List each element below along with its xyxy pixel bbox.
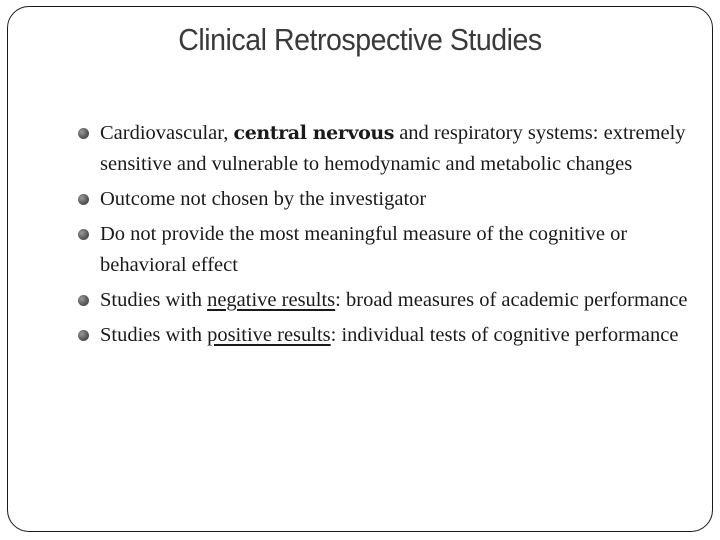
bullet-text: Studies with: [100, 324, 208, 346]
bullet-text: Studies with: [100, 289, 208, 311]
bullet-text: Do not provide the most meaningful measure of the cognitive or behavioral effect: [100, 223, 628, 276]
bullet-dot-icon: [78, 229, 89, 240]
bullet-text: Cardiovascular,: [100, 122, 234, 144]
bullet-emphasis: central nervous: [233, 122, 395, 144]
bullet-item: [78, 285, 688, 316]
bullet-text: : broad measures of academic performance: [335, 289, 688, 311]
bullet-dot-icon: [78, 128, 89, 139]
bullet-text: : individual tests of cognitive performance: [330, 324, 679, 346]
bullet-item: [78, 184, 688, 215]
bullet-underlined: positive results: [207, 324, 331, 346]
bullet-dot-icon: [78, 295, 89, 306]
bullet-text: Outcome not chosen by the investigator: [100, 188, 427, 210]
bullet-underlined: negative results: [207, 289, 336, 311]
bullet-dot-icon: [78, 194, 89, 205]
bullet-item: [78, 320, 688, 351]
bullet-text: and respiratory systems: extremely sensitive and vulnerable to hemodynamic and metabolic changes: [100, 122, 686, 175]
slide-title: Clinical Retrospective Studies: [178, 22, 542, 57]
bullet-list: [78, 118, 688, 355]
bullet-dot-icon: [78, 330, 89, 341]
bullet-item: [78, 118, 688, 180]
bullet-item: [78, 219, 688, 281]
